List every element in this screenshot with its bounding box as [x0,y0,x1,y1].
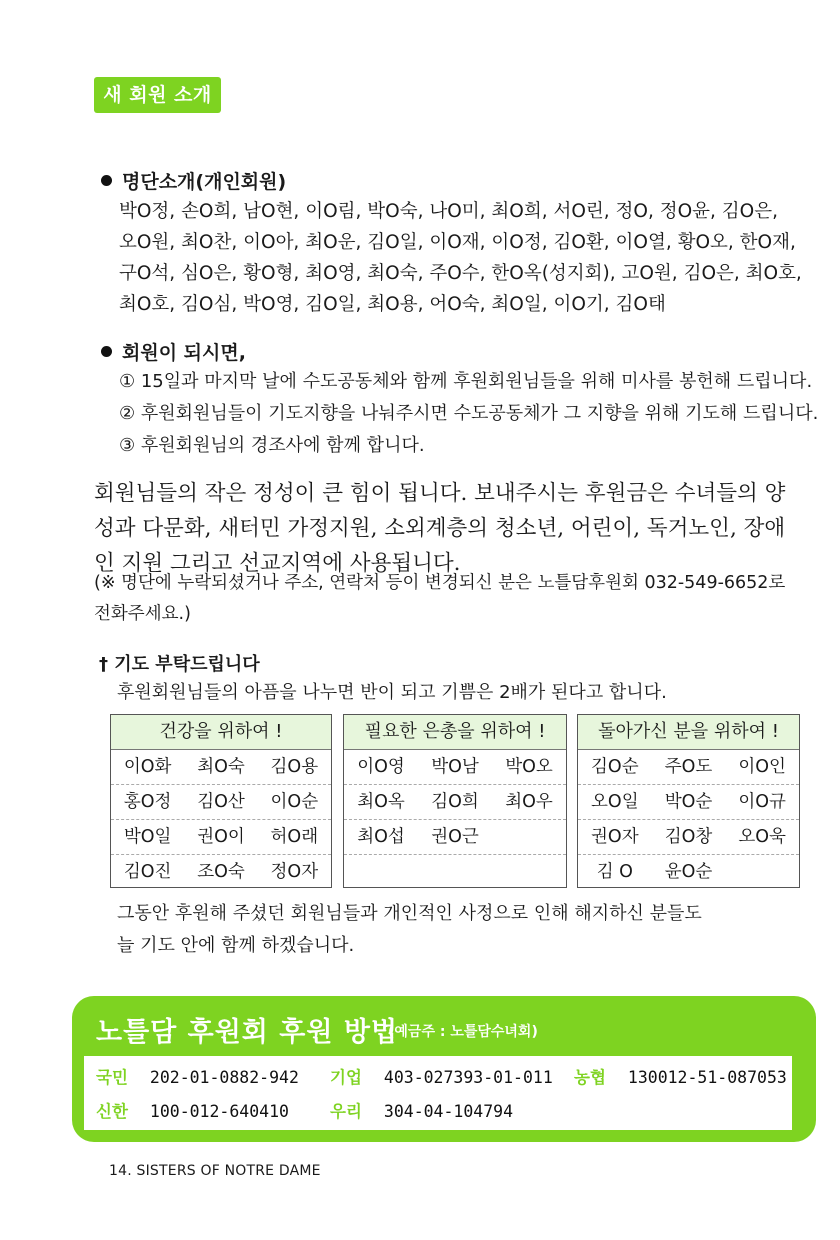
notice-line: (※ 명단에 누락되셨거나 주소, 연락처 등이 변경되신 분은 노틀담후원회 032-549-6652로 [94,573,786,593]
bullet-icon [101,175,112,186]
table-row [111,855,331,889]
table-cell: 주O도 [664,757,713,777]
bank-name: 국민 [96,1068,128,1087]
table-row [578,820,799,855]
table-cell [492,820,566,854]
bank-name: 우리 [330,1102,362,1121]
table-cell: 김O산 [197,792,245,812]
bank-name: 농협 [574,1068,606,1087]
account-holder-note: (예금주 : 노틀담수녀회) [388,1024,538,1040]
prayer-table-departed [577,714,800,888]
member-line: 박O정, 손O희, 남O현, 이O림, 박O숙, 나O미, 최O희, 서O린, 정O, 정O윤, 김O은, [119,201,778,222]
notice-line: 전화주세요.) [94,604,191,624]
prayer-heading: † 기도 부탁드립니다 [99,654,260,675]
bank-account [330,1064,553,1088]
table-cell: 김O진 [123,862,172,882]
benefits-list [119,366,819,462]
table-cell [725,855,799,889]
table-cell: 이O순 [270,792,319,812]
table-row [344,785,566,820]
intro-line: 성과 다문화, 새터민 가정지원, 소외계층의 청소년, 어린이, 독거노인, 장애 [94,516,786,541]
table-cell: 박O일 [123,827,172,847]
table-cell: 김O창 [664,827,713,847]
table-cell: 이O규 [738,792,786,812]
benefits-heading [101,338,246,365]
table-cell: 최O옥 [357,792,405,812]
table-cell: 정O자 [270,862,319,882]
table-row [111,785,331,820]
table-cell [418,855,492,889]
closing-line: 그동안 후원해 주셨던 회원님들과 개인적인 사정으로 인해 해지하신 분들도 [117,903,702,924]
benefit-item: ① 15일과 마지막 날에 수도공동체와 함께 후원회원님들을 위해 미사를 봉헌해 드립니다. [119,371,813,392]
intro-line: 인 지원 그리고 선교지역에 사용됩니다. [94,551,461,576]
table-cell: 허O래 [270,827,319,847]
table-cell: 최O섭 [357,827,405,847]
account-number: 130012-51-087053 [627,1068,787,1087]
table-cell: 김O순 [591,757,639,777]
prayer-subtitle: 후원회원님들의 아픔을 나누면 반이 되고 기쁨은 2배가 된다고 합니다. [117,682,667,703]
table-cell: 박O순 [664,792,713,812]
member-line: 오O원, 최O찬, 이O아, 최O운, 김O일, 이O재, 이O정, 김O환, 이O열, 황O오, 한O재, [119,232,796,253]
table-cell: 권O이 [197,827,245,847]
table-row [344,855,566,889]
bank-account [96,1098,289,1122]
prayer-table-health [110,714,332,888]
bank-name: 신한 [96,1102,128,1121]
table-row [111,820,331,855]
account-number: 304-04-104794 [383,1102,514,1121]
table-cell [344,855,418,889]
page-footer: 14. SISTERS OF NOTRE DAME [109,1163,321,1179]
table-cell: 이O화 [123,757,172,777]
prayer-table-title: 건강을 위하여 ! [111,715,331,750]
bank-accounts [84,1056,792,1130]
table-cell: 오O일 [591,792,639,812]
bank-account [96,1064,299,1088]
section-tag: 새 회원 소개 [94,77,221,113]
table-cell: 조O숙 [197,862,245,882]
benefit-item: ③ 후원회원님의 경조사에 함께 합니다. [119,435,425,456]
donation-panel [72,996,816,1142]
contact-notice [94,568,806,630]
prayer-table-title: 돌아가신 분을 위하여 ! [578,715,799,750]
table-cell [492,855,566,889]
table-cell: 윤O순 [664,862,713,882]
table-row [578,785,799,820]
table-cell: 박O오 [505,757,553,777]
account-number: 100-012-640410 [149,1102,289,1121]
member-list [119,196,819,320]
table-cell: 김O용 [270,757,319,777]
table-cell: 오O욱 [738,827,786,847]
table-row [344,750,566,785]
table-cell: 최O우 [505,792,553,812]
benefit-item: ② 후원회원님들이 기도지향을 나눠주시면 수도공동체가 그 지향을 위해 기도해 드립니다. [119,403,819,424]
account-number: 202-01-0882-942 [149,1068,299,1087]
intro-paragraph [94,476,806,581]
donation-title: 노틀담 후원회 후원 방법 [96,1017,399,1048]
table-row [111,750,331,785]
table-cell: 박O남 [431,757,479,777]
table-row [344,820,566,855]
members-heading-text: 명단소개(개인회원) [122,171,287,193]
table-cell: 최O숙 [197,757,245,777]
bullet-icon [101,346,112,357]
prayer-table-grace [343,714,567,888]
closing-message [117,898,702,962]
table-cell: 홍O정 [123,792,172,812]
bank-name: 기업 [330,1068,362,1087]
closing-line: 늘 기도 안에 함께 하겠습니다. [117,935,355,956]
bank-account [330,1098,513,1122]
prayer-table-title: 필요한 은총을 위하여 ! [344,715,566,750]
intro-line: 회원님들의 작은 정성이 큰 힘이 됩니다. 보내주시는 후원금은 수녀들의 양 [94,481,786,506]
table-row [578,750,799,785]
member-line: 최O호, 김O심, 박O영, 김O일, 최O용, 어O숙, 최O일, 이O기, 김O태 [119,294,666,315]
benefits-heading-text: 회원이 되시면, [122,342,246,364]
members-heading [101,167,286,194]
table-cell: 김O희 [431,792,479,812]
table-row [578,855,799,889]
account-number: 403-027393-01-011 [383,1068,553,1087]
table-cell: 김 O [596,862,633,882]
member-line: 구O석, 심O은, 황O형, 최O영, 최O숙, 주O수, 한O옥(성지회), 고O원, 김O은, 최O호, [119,263,802,284]
table-cell: 이O영 [357,757,405,777]
bank-account [574,1064,787,1088]
table-cell: 이O인 [738,757,786,777]
table-cell: 권O자 [591,827,639,847]
table-cell: 권O근 [431,827,479,847]
